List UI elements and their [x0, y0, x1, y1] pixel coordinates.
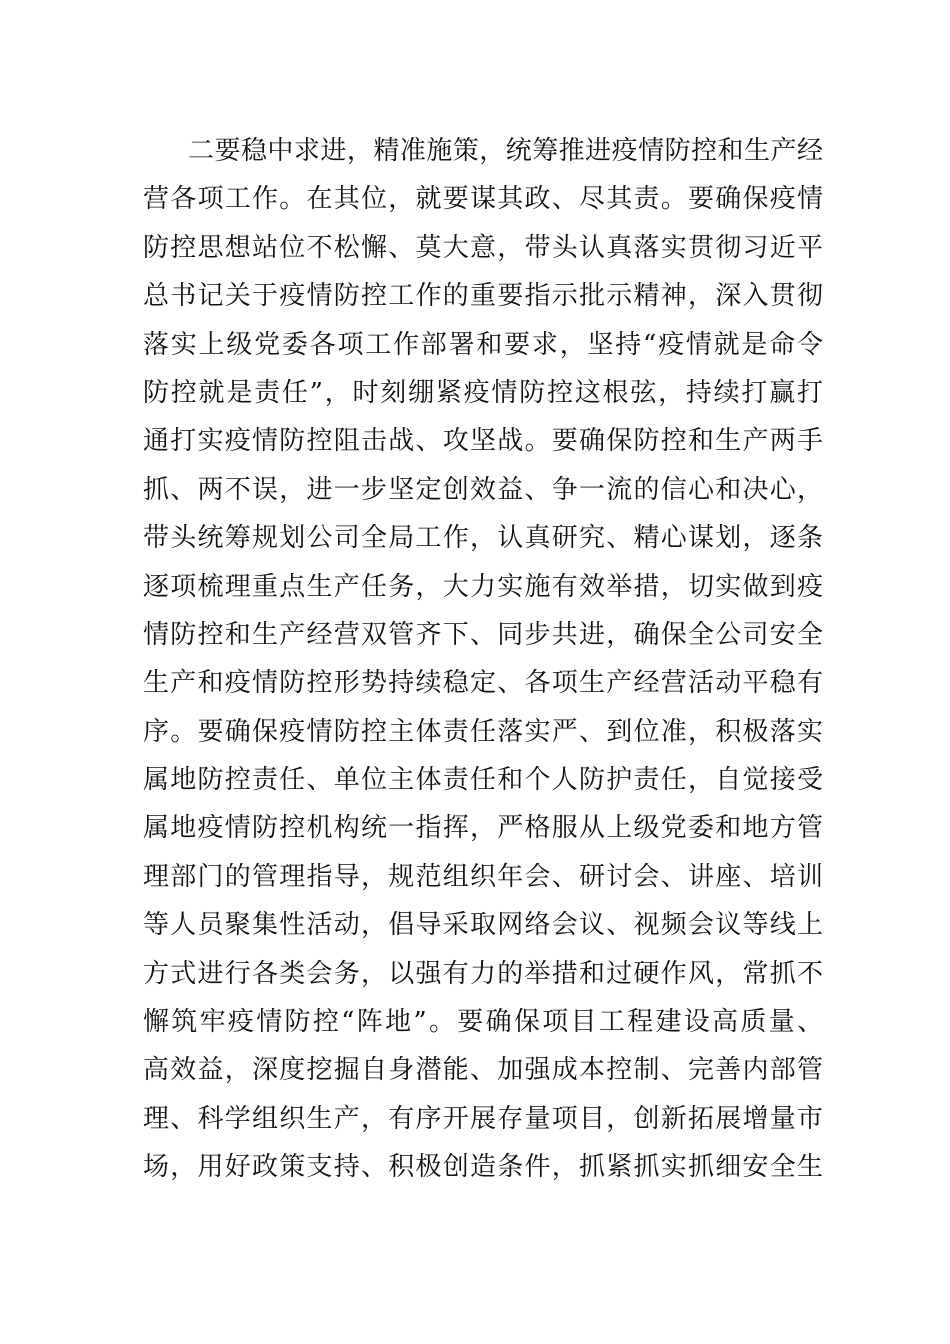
paragraph [143, 127, 823, 1192]
paragraph-line: 总书记关于疫情防控工作的重要指示批示精神，深入贯彻 [143, 281, 823, 312]
paragraph-line: 方式进行各类会务，以强有力的举措和过硬作风，常抓不 [143, 958, 823, 989]
paragraph-line: 生产和疫情防控形势持续稳定、各项生产经营活动平稳有 [143, 668, 823, 699]
paragraph-line: 情防控和生产经营双管齐下、同步共进，确保全公司安全 [143, 619, 823, 650]
paragraph-line: 通打实疫情防控阻击战、攻坚战。要确保防控和生产两手 [143, 426, 823, 457]
paragraph-line: 落实上级党委各项工作部署和要求，坚持“疫情就是命令 [143, 329, 823, 360]
paragraph-line: 抓、两不误，进一步坚定创效益、争一流的信心和决心， [143, 474, 823, 505]
paragraph-line: 场，用好政策支持、积极创造条件，抓紧抓实抓细安全生 [143, 1152, 823, 1183]
paragraph-line: 防控就是责任”，时刻绷紧疫情防控这根弦，持续打赢打 [143, 377, 823, 408]
paragraph-line: 二要稳中求进，精准施策，统筹推进疫情防控和生产经 [188, 136, 823, 166]
paragraph-line: 带头统筹规划公司全局工作，认真研究、精心谋划，逐条 [143, 523, 823, 554]
paragraph-line: 逐项梳理重点生产任务，大力实施有效举措，切实做到疫 [143, 571, 823, 602]
paragraph-line: 序。要确保疫情防控主体责任落实严、到位准，积极落实 [143, 716, 823, 747]
paragraph-line: 营各项工作。在其位，就要谋其政、尽其责。要确保疫情 [143, 184, 823, 215]
paragraph-line: 理、科学组织生产，有序开展存量项目，创新拓展增量市 [143, 1103, 823, 1134]
paragraph-line: 属地防控责任、单位主体责任和个人防护责任，自觉接受 [143, 765, 823, 796]
paragraph-line: 等人员聚集性活动，倡导采取网络会议、视频会议等线上 [143, 910, 823, 941]
paragraph-line: 高效益，深度挖掘自身潜能、加强成本控制、完善内部管 [143, 1055, 823, 1086]
paragraph-line: 理部门的管理指导，规范组织年会、研讨会、讲座、培训 [143, 861, 823, 892]
paragraph-line: 属地疫情防控机构统一指挥，严格服从上级党委和地方管 [143, 813, 823, 844]
paragraph-line: 防控思想站位不松懈、莫大意，带头认真落实贯彻习近平 [143, 232, 823, 263]
paragraph-line: 懈筑牢疫情防控“阵地”。要确保项目工程建设高质量、 [143, 1007, 823, 1038]
